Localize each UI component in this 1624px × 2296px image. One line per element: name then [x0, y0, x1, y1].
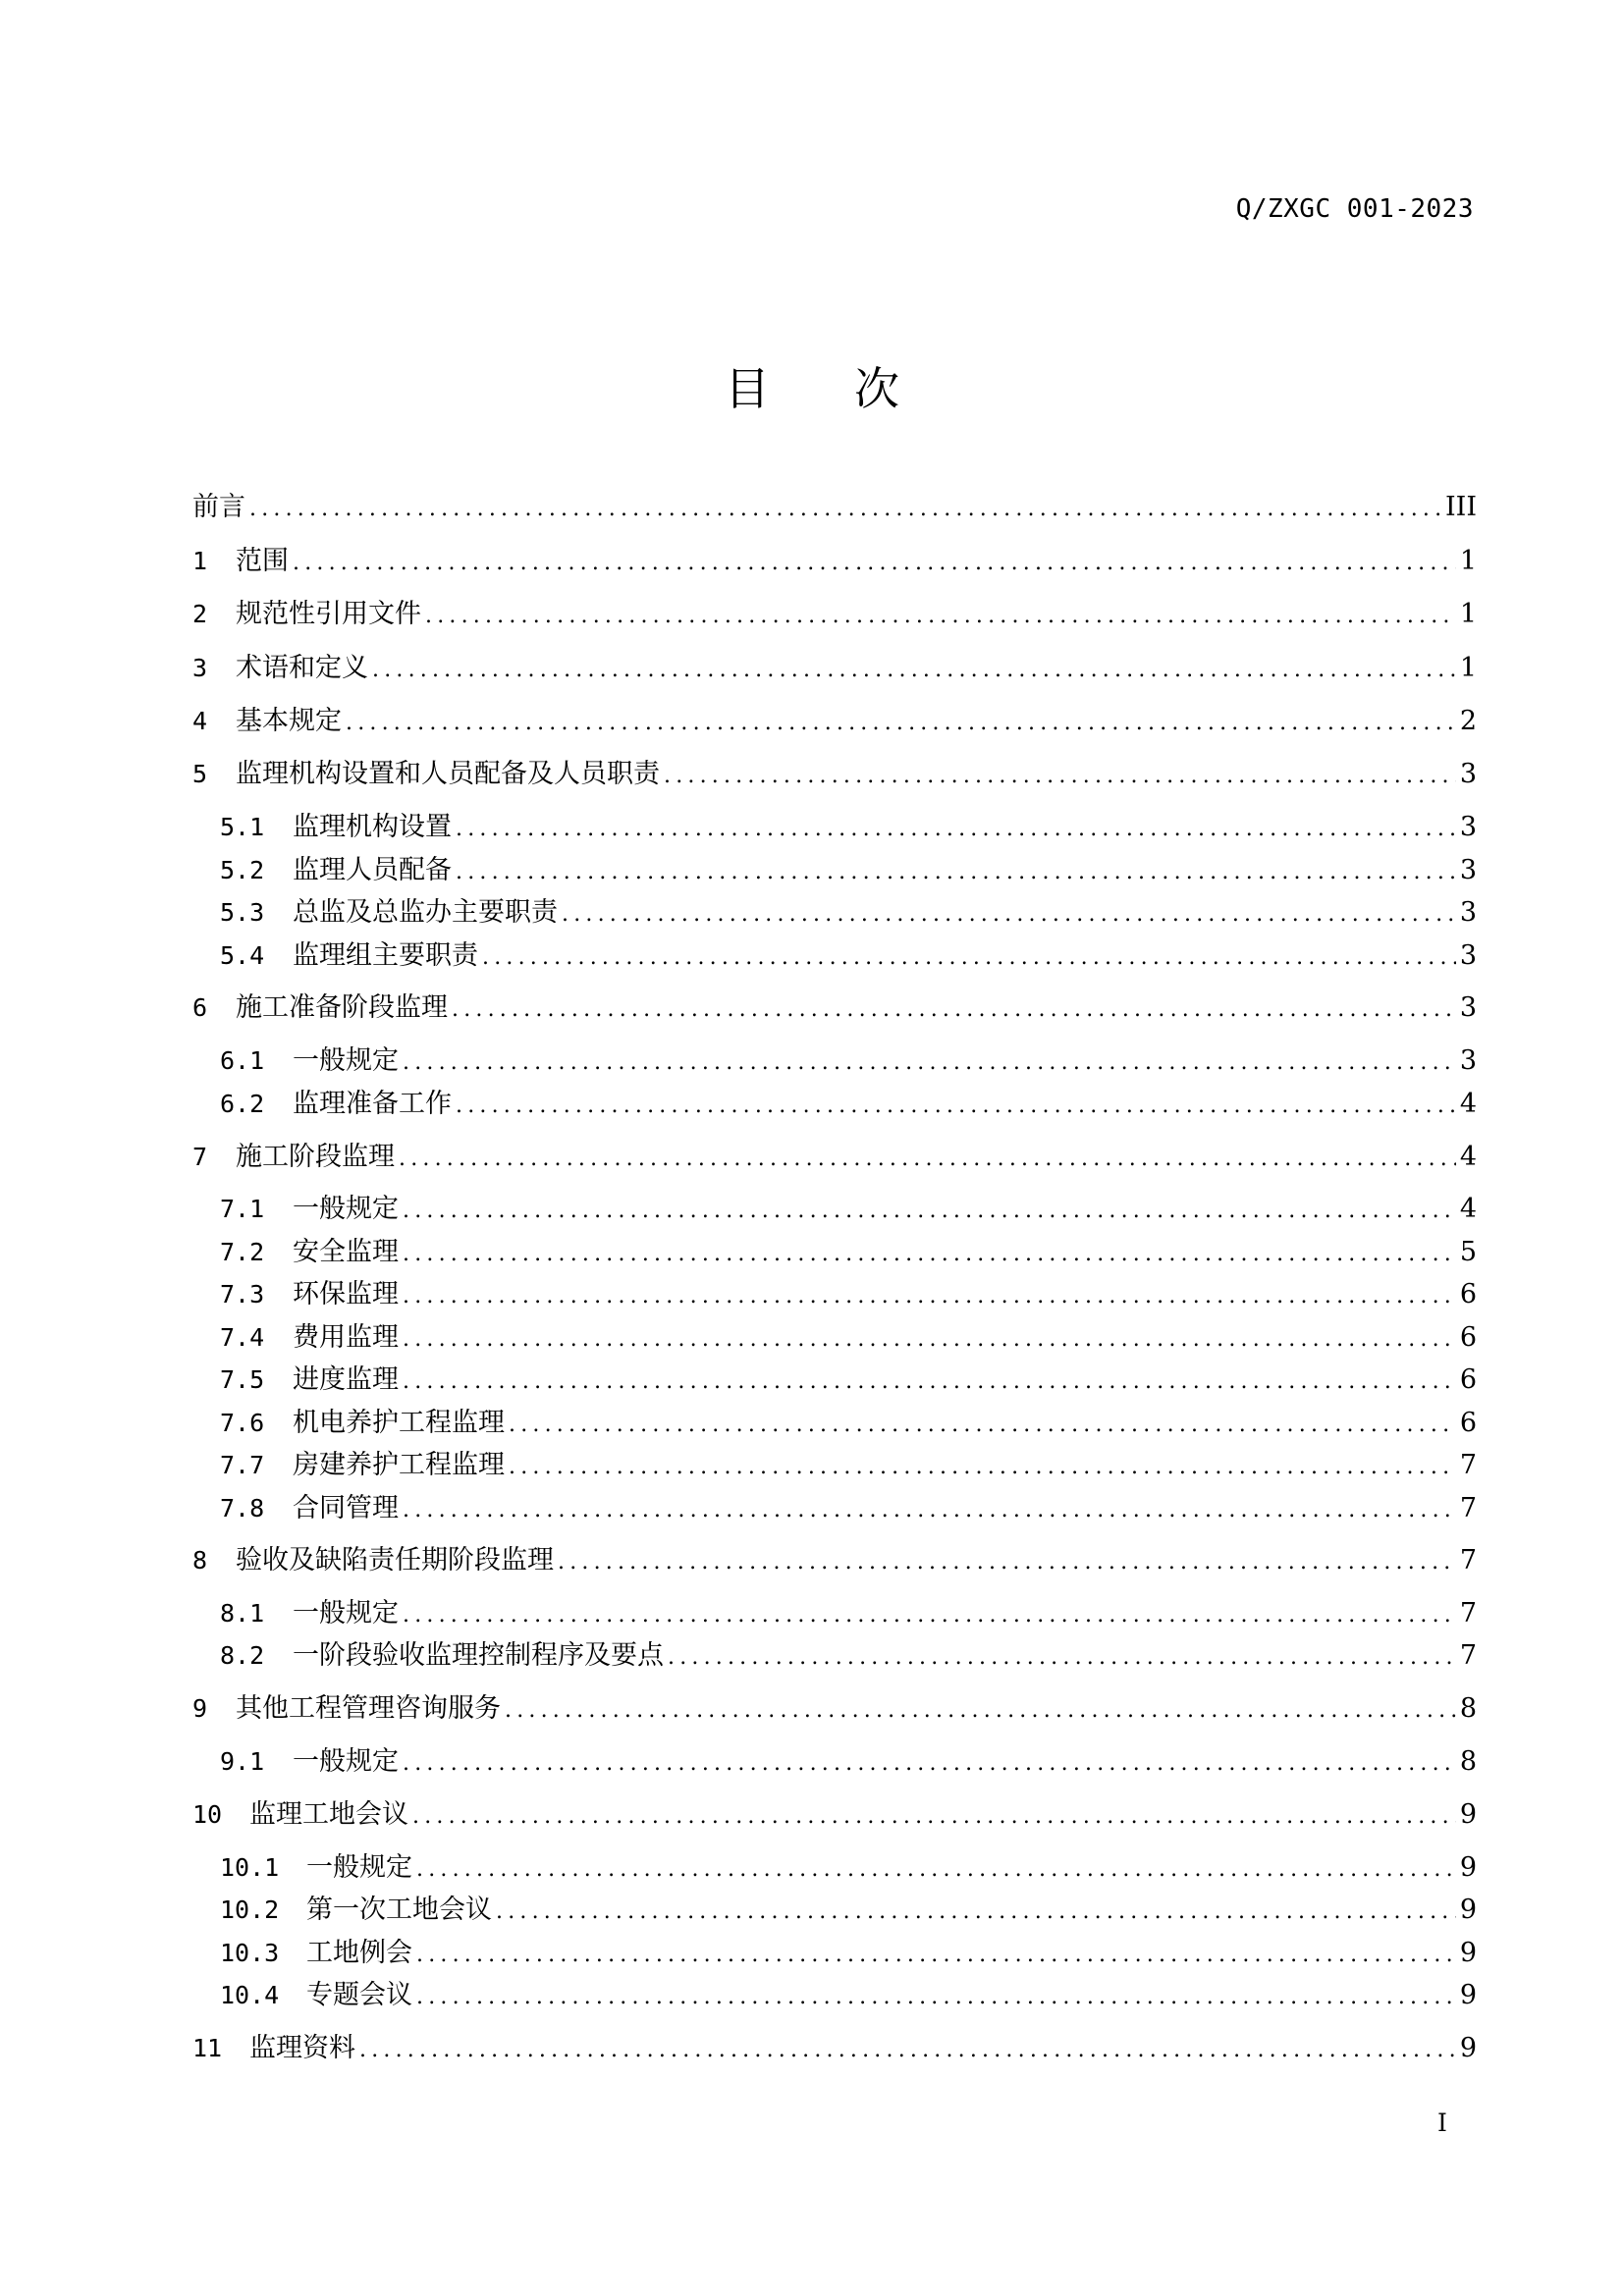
- toc-entry-number: 10.3: [220, 1939, 280, 1967]
- toc-entry-page: 6: [1459, 1279, 1477, 1309]
- toc-leader-dots: [403, 1194, 1456, 1229]
- toc-entry-7[interactable]: [192, 1138, 1477, 1177]
- toc-entry-title: 进度监理: [293, 1364, 399, 1395]
- toc-entry-9[interactable]: [192, 1689, 1477, 1729]
- toc-leader-dots: [403, 1045, 1456, 1081]
- toc-leader-dots: [456, 1089, 1456, 1124]
- toc-entry-title: 房建养护工程监理: [293, 1450, 505, 1480]
- toc-entry-10-2[interactable]: [220, 1891, 1477, 1930]
- toc-entry-number: 5: [192, 760, 208, 788]
- toc-entry-title: 一般规定: [293, 1746, 399, 1777]
- toc-entry-number: 11: [192, 2034, 223, 2062]
- toc-entry-page: 6: [1459, 1408, 1477, 1438]
- page-number: I: [1437, 2109, 1447, 2137]
- toc-entry-2[interactable]: [192, 595, 1477, 634]
- toc-leader-dots: [482, 940, 1456, 976]
- toc-entry-number: 7.7: [220, 1451, 265, 1479]
- toc-entry-page: 9: [1459, 1895, 1477, 1925]
- toc-entry-number: 5.2: [220, 856, 265, 884]
- toc-entry-5-3[interactable]: [220, 893, 1477, 933]
- toc-entry-page: 7: [1459, 1598, 1477, 1629]
- toc-entry-number: 7.6: [220, 1409, 265, 1437]
- toc-entry-title: 监理组主要职责: [293, 940, 478, 971]
- toc-leader-dots: [403, 1279, 1456, 1314]
- toc-leader-dots: [425, 599, 1456, 634]
- toc-entry-page: 3: [1459, 1045, 1477, 1076]
- toc-entry-page: 3: [1459, 855, 1477, 885]
- toc-entry-page: 3: [1459, 940, 1477, 971]
- toc-leader-dots: [403, 1322, 1456, 1358]
- toc-entry-title: 专题会议: [306, 1980, 412, 2010]
- toc-entry-6[interactable]: [192, 988, 1477, 1028]
- toc-entry-number: 8.1: [220, 1599, 265, 1628]
- toc-entry-number: 2: [192, 600, 208, 628]
- toc-leader-dots: [562, 897, 1456, 933]
- toc-entry-title: 第一次工地会议: [306, 1895, 492, 1925]
- toc-entry-page: 7: [1459, 1493, 1477, 1523]
- toc-entry-6-2[interactable]: [220, 1085, 1477, 1124]
- toc-entry-7-6[interactable]: [220, 1404, 1477, 1443]
- toc-leader-dots: [456, 855, 1456, 890]
- toc-leader-dots: [664, 759, 1456, 794]
- toc-leader-dots: [558, 1545, 1456, 1580]
- toc-leader-dots: [668, 1640, 1456, 1676]
- toc-entry-number: 7.4: [220, 1323, 265, 1352]
- toc-entry-number: 10.2: [220, 1896, 280, 1924]
- toc-entry-title: 规范性引用文件: [236, 599, 421, 629]
- toc-entry-7-1[interactable]: [220, 1190, 1477, 1229]
- toc-entry-page: III: [1445, 492, 1477, 522]
- toc-entry-title: 术语和定义: [236, 653, 368, 683]
- toc-entry-5-2[interactable]: [220, 851, 1477, 890]
- toc-entry-page: 7: [1459, 1450, 1477, 1480]
- toc-entry-number: 8.2: [220, 1641, 265, 1670]
- toc-entry-page: 1: [1459, 653, 1477, 683]
- toc-entry-number: 9.1: [220, 1747, 265, 1776]
- toc-entry-number: 5.1: [220, 813, 265, 841]
- toc-entry-9-1[interactable]: [220, 1742, 1477, 1782]
- toc-entry-11[interactable]: [192, 2029, 1477, 2068]
- toc-entry-title: 其他工程管理咨询服务: [236, 1693, 501, 1724]
- toc-entry-page: 3: [1459, 812, 1477, 842]
- toc-entry-title: 监理人员配备: [293, 855, 452, 885]
- toc-entry-7-7[interactable]: [220, 1446, 1477, 1485]
- toc-entry-title: 工地例会: [306, 1938, 412, 1968]
- toc-entry-10-1[interactable]: [220, 1848, 1477, 1888]
- toc-leader-dots: [416, 1938, 1456, 1973]
- toc-entry-page: 1: [1459, 599, 1477, 629]
- toc-entry-page: 4: [1459, 1089, 1477, 1119]
- toc-leader-dots: [359, 2033, 1456, 2068]
- toc-entry-page: 7: [1459, 1640, 1477, 1671]
- toc-entry-7-5[interactable]: [220, 1361, 1477, 1400]
- toc-entry-title: 合同管理: [293, 1493, 399, 1523]
- toc-entry-4[interactable]: [192, 702, 1477, 741]
- toc-entry-page: 8: [1459, 1693, 1477, 1724]
- toc-leader-dots: [412, 1799, 1456, 1835]
- toc-title-char-1: 目: [725, 362, 770, 415]
- toc-leader-dots: [509, 1450, 1456, 1485]
- toc-entry-page: 4: [1459, 1142, 1477, 1172]
- toc-entry-page: 2: [1459, 706, 1477, 736]
- toc-entry-foreword[interactable]: [192, 488, 1477, 527]
- toc-leader-dots: [403, 1598, 1456, 1633]
- toc-entry-number: 6.2: [220, 1090, 265, 1118]
- toc-entry-title: 费用监理: [293, 1322, 399, 1353]
- toc-leader-dots: [249, 492, 1441, 527]
- toc-entry-title: 监理机构设置和人员配备及人员职责: [236, 759, 660, 789]
- toc-entry-number: 5.4: [220, 941, 265, 970]
- toc-leader-dots: [505, 1693, 1456, 1729]
- toc-entry-page: 9: [1459, 1852, 1477, 1883]
- toc-entry-number: 7.3: [220, 1280, 265, 1308]
- toc-entry-title: 监理准备工作: [293, 1089, 452, 1119]
- toc-entry-6-1[interactable]: [220, 1041, 1477, 1081]
- toc-entry-page: 9: [1459, 2033, 1477, 2063]
- toc-entry-title: 前言: [192, 492, 245, 522]
- toc-entry-7-2[interactable]: [220, 1233, 1477, 1272]
- toc-entry-5-4[interactable]: [220, 936, 1477, 976]
- toc-entry-page: 9: [1459, 1938, 1477, 1968]
- toc-entry-8[interactable]: [192, 1541, 1477, 1580]
- toc-leader-dots: [496, 1895, 1456, 1930]
- toc-entry-page: 3: [1459, 897, 1477, 928]
- toc-entry-number: 3: [192, 654, 208, 682]
- toc-entry-title: 一般规定: [306, 1852, 412, 1883]
- toc-entry-number: 6.1: [220, 1046, 265, 1075]
- toc-entry-page: 9: [1459, 1799, 1477, 1830]
- toc-leader-dots: [416, 1980, 1456, 2015]
- toc-leader-dots: [509, 1408, 1456, 1443]
- toc-entry-page: 8: [1459, 1746, 1477, 1777]
- toc-entry-number: 7.8: [220, 1494, 265, 1522]
- toc-entry-title: 验收及缺陷责任期阶段监理: [236, 1545, 554, 1575]
- toc-entry-number: 6: [192, 993, 208, 1022]
- toc-entry-5[interactable]: [192, 755, 1477, 794]
- toc-leader-dots: [399, 1142, 1456, 1177]
- toc-entry-title: 监理资料: [249, 2033, 355, 2063]
- toc-entry-title: 机电养护工程监理: [293, 1408, 505, 1438]
- toc-entry-number: 7: [192, 1143, 208, 1171]
- toc-entry-1[interactable]: [192, 542, 1477, 581]
- toc-leader-dots: [456, 812, 1456, 847]
- toc-entry-number: 9: [192, 1694, 208, 1723]
- toc-entry-3[interactable]: [192, 649, 1477, 688]
- toc-entry-8-2[interactable]: [220, 1636, 1477, 1676]
- toc-entry-page: 4: [1459, 1194, 1477, 1224]
- toc-entry-number: 5.3: [220, 898, 265, 927]
- toc-entry-7-8[interactable]: [220, 1489, 1477, 1528]
- toc-entry-number: 7.1: [220, 1195, 265, 1223]
- toc-leader-dots: [403, 1746, 1456, 1782]
- toc-entry-title: 施工准备阶段监理: [236, 992, 448, 1023]
- toc-entry-number: 4: [192, 707, 208, 735]
- toc-entry-page: 7: [1459, 1545, 1477, 1575]
- toc-entry-page: 6: [1459, 1364, 1477, 1395]
- toc-entry-7-3[interactable]: [220, 1275, 1477, 1314]
- toc-entry-8-1[interactable]: [220, 1594, 1477, 1633]
- toc-leader-dots: [372, 653, 1456, 688]
- toc-leader-dots: [403, 1364, 1456, 1400]
- toc-entry-10-3[interactable]: [220, 1934, 1477, 1973]
- toc-entry-title: 一阶段验收监理控制程序及要点: [293, 1640, 664, 1671]
- toc-leader-dots: [346, 706, 1456, 741]
- toc-leader-dots: [403, 1237, 1456, 1272]
- toc-entry-title: 监理机构设置: [293, 812, 452, 842]
- toc-entry-title: 一般规定: [293, 1194, 399, 1224]
- toc-entry-number: 10.4: [220, 1981, 280, 2009]
- toc-entry-5-1[interactable]: [220, 808, 1477, 847]
- toc-entry-number: 10: [192, 1800, 223, 1829]
- toc-entry-10[interactable]: [192, 1795, 1477, 1835]
- toc-leader-dots: [452, 992, 1456, 1028]
- toc-entry-title: 安全监理: [293, 1237, 399, 1267]
- toc-entry-title: 基本规定: [236, 706, 342, 736]
- toc-title-char-2: 次: [854, 362, 899, 415]
- document-code: Q/ZXGC 001-2023: [1235, 194, 1474, 224]
- toc-entry-number: 7.2: [220, 1238, 265, 1266]
- toc-entry-title: 施工阶段监理: [236, 1142, 395, 1172]
- toc-entry-number: 10.1: [220, 1853, 280, 1882]
- toc-entry-title: 一般规定: [293, 1598, 399, 1629]
- toc-entry-7-4[interactable]: [220, 1318, 1477, 1358]
- toc-leader-dots: [293, 546, 1456, 581]
- toc-entry-title: 一般规定: [293, 1045, 399, 1076]
- toc-entry-page: 3: [1459, 759, 1477, 789]
- toc-entry-title: 范围: [236, 546, 289, 576]
- toc-entry-10-4[interactable]: [220, 1976, 1477, 2015]
- toc-entry-number: 1: [192, 547, 208, 575]
- toc-entry-title: 总监及总监办主要职责: [293, 897, 558, 928]
- toc-entry-page: 5: [1459, 1237, 1477, 1267]
- toc-entry-title: 环保监理: [293, 1279, 399, 1309]
- toc-entry-number: 8: [192, 1546, 208, 1575]
- toc-entry-page: 1: [1459, 546, 1477, 576]
- toc-leader-dots: [416, 1852, 1456, 1888]
- toc-entry-title: 监理工地会议: [249, 1799, 408, 1830]
- toc-entry-page: 6: [1459, 1322, 1477, 1353]
- toc-entry-number: 7.5: [220, 1365, 265, 1394]
- toc-entry-page: 3: [1459, 992, 1477, 1023]
- toc-leader-dots: [403, 1493, 1456, 1528]
- toc-entry-page: 9: [1459, 1980, 1477, 2010]
